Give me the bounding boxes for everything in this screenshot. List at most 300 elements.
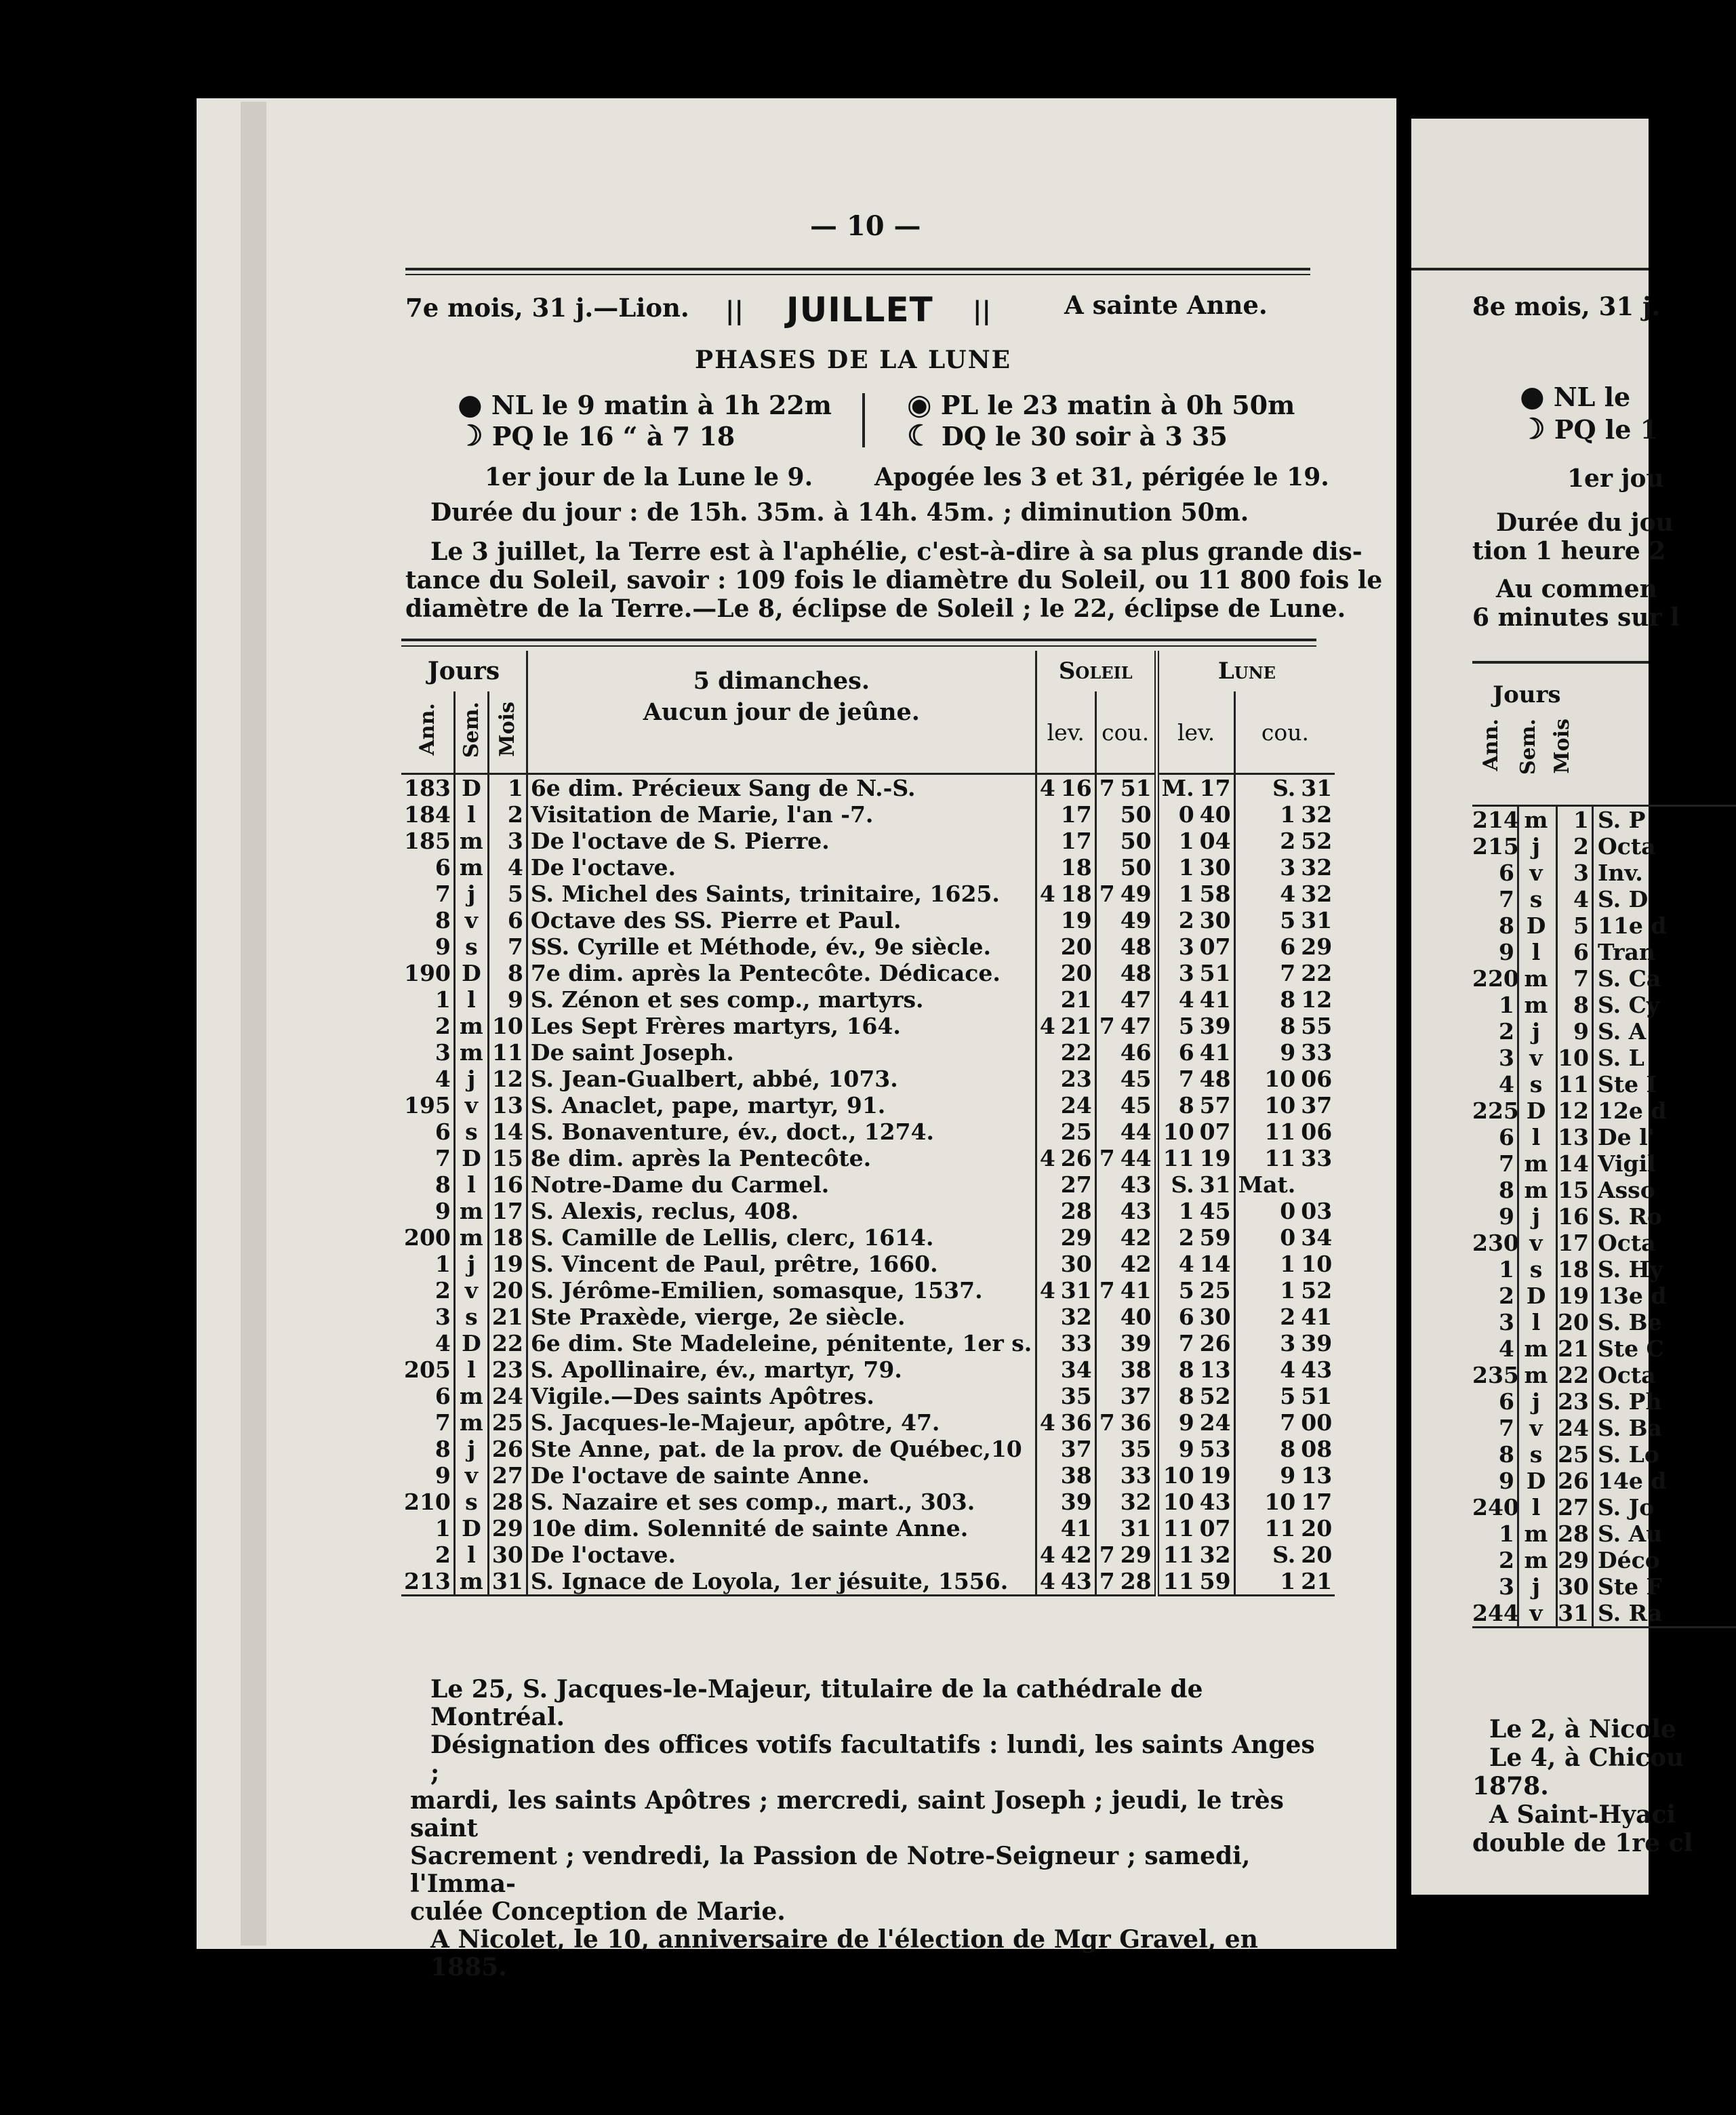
sunset-minute-cell: 49 — [1120, 907, 1152, 933]
sunrise-minute-cell: 43 — [1060, 1568, 1092, 1594]
apogee-note: Apogée les 3 et 31, périgée le 19. — [874, 463, 1329, 491]
moonrise-hour-cell: 1 — [1156, 828, 1197, 854]
ann-cell: 190 — [401, 960, 454, 986]
sunrise-minute-cell: 31 — [1060, 1277, 1092, 1304]
first-quarter-text: PQ le 16 “ à 7 18 — [491, 421, 735, 451]
next-moon-first-day: 1er jou — [1567, 464, 1664, 493]
next-table-row — [1472, 860, 1736, 886]
saint-cell: De l'octave de S. Pierre. — [527, 828, 1036, 854]
ann-cell: 2 — [1472, 1018, 1519, 1045]
sem-label: Sem. — [459, 701, 483, 758]
ann-cell: 8 — [401, 907, 454, 933]
next-table-row — [1472, 1573, 1736, 1600]
table-row — [401, 1409, 1335, 1436]
sunrise-minute-cell: 16 — [1060, 775, 1092, 801]
sem-cell: m — [1519, 1362, 1558, 1388]
next-table-row — [1472, 1177, 1736, 1203]
moonrise-hour-cell: 9 — [1156, 1409, 1197, 1436]
mois-cell: 2 — [1558, 833, 1594, 860]
moonset-hour-cell: 4 — [1234, 1356, 1298, 1383]
next-table-row — [1472, 1071, 1736, 1097]
sundays-note: 5 dimanches. — [693, 667, 870, 695]
next-table-row — [1472, 1150, 1736, 1177]
table-row — [401, 854, 1335, 881]
aphelion-line-1: Le 3 juillet, la Terre est à l'aphélie, c'est-à-dire à sa plus grande dis- — [430, 538, 1362, 566]
sunset-hour-cell — [1095, 986, 1117, 1013]
next-table-row — [1472, 912, 1736, 939]
sem-cell: s — [454, 1119, 488, 1145]
next-table-rows — [1472, 805, 1736, 1628]
page-number: — 10 — — [810, 210, 921, 242]
next-table-row — [1472, 992, 1736, 1018]
sem-cell: m — [454, 1013, 488, 1039]
saint-cell: Ste I — [1598, 1071, 1657, 1097]
sunset-hour-cell: 7 — [1095, 1542, 1117, 1568]
moonset-hour-cell: 4 — [1234, 881, 1298, 907]
mois-cell: 21 — [1558, 1335, 1594, 1362]
moonrise-minute-cell: 57 — [1199, 1092, 1231, 1119]
sem-cell: v — [1519, 1600, 1558, 1626]
moonset-minute-cell: 29 — [1301, 933, 1333, 960]
saint-cell: De l'octave. — [527, 1542, 1036, 1568]
ann-cell: 9 — [401, 1198, 454, 1224]
sunset-hour-cell — [1095, 1251, 1117, 1277]
moonset-minute-cell: 33 — [1301, 1039, 1333, 1066]
saint-cell: 14e d — [1598, 1468, 1667, 1494]
sem-cell: m — [1519, 1547, 1558, 1573]
sem-cell: D — [454, 960, 488, 986]
ann-cell: 7 — [401, 1145, 454, 1171]
mois-cell: 10 — [491, 1013, 523, 1039]
saint-cell: Ste C — [1598, 1335, 1664, 1362]
new-moon-text: NL le 9 matin à 1h 22m — [491, 390, 832, 420]
sem-cell: j — [454, 881, 488, 907]
saint-cell: S. Ignace de Loyola, 1er jésuite, 1556. — [527, 1568, 1036, 1596]
sunrise-hour-cell: 4 — [1036, 1542, 1057, 1568]
moonset-minute-cell: 32 — [1301, 801, 1333, 828]
sunset-minute-cell: 47 — [1120, 986, 1152, 1013]
ann-cell: 6 — [401, 1119, 454, 1145]
moonrise-hour-cell: 11 — [1156, 1515, 1197, 1542]
sem-cell: j — [454, 1066, 488, 1092]
sem-cell: v — [454, 907, 488, 933]
footer-notes — [410, 1676, 1325, 1981]
mois-cell: 29 — [491, 1515, 523, 1542]
sunrise-minute-cell: 27 — [1060, 1171, 1092, 1198]
first-quarter-icon: ☽ — [1520, 412, 1546, 445]
sem-cell: v — [1519, 860, 1558, 886]
phases-title: PHASES DE LA LUNE — [695, 346, 1012, 374]
sunset-minute-cell: 50 — [1120, 801, 1152, 828]
mois-cell: 25 — [491, 1409, 523, 1436]
moonrise-minute-cell: 43 — [1199, 1489, 1231, 1515]
ann-cell: 6 — [1472, 860, 1519, 886]
moonset-hour-cell: 5 — [1234, 907, 1298, 933]
mois-cell: 30 — [1558, 1573, 1594, 1600]
saint-cell: 12e d — [1598, 1097, 1667, 1124]
mois-cell: 15 — [491, 1145, 523, 1171]
moonrise-minute-cell: 07 — [1199, 933, 1231, 960]
last-quarter-text: DQ le 30 soir à 3 35 — [941, 421, 1228, 451]
saint-cell: S. L — [1598, 1045, 1644, 1071]
ann-cell: 9 — [1472, 939, 1519, 965]
ann-cell: 2 — [401, 1013, 454, 1039]
saint-cell: Octave des SS. Pierre et Paul. — [527, 907, 1036, 933]
next-table-row — [1472, 965, 1736, 992]
sunset-hour-cell: 7 — [1095, 1145, 1117, 1171]
moonset-minute-cell: 00 — [1301, 1409, 1333, 1436]
moonset-minute-cell: 52 — [1301, 1277, 1333, 1304]
sem-cell: m — [1519, 807, 1558, 833]
footer-line: culée Conception de Marie. — [410, 1897, 786, 1926]
sem-cell: m — [454, 1224, 488, 1251]
moonrise-hour-cell: 8 — [1156, 1092, 1197, 1119]
mois-cell: 1 — [1558, 807, 1594, 833]
table-row — [401, 1515, 1335, 1542]
saint-cell: De l'octave de sainte Anne. — [527, 1462, 1036, 1489]
ann-cell: 213 — [401, 1568, 454, 1596]
footer-line: Désignation des offices votifs facultatifs : lundi, les saints Anges ; — [430, 1731, 1315, 1787]
next-sem-label: Sem. — [1516, 719, 1540, 775]
sunset-minute-cell: 48 — [1120, 960, 1152, 986]
ann-cell: 3 — [401, 1304, 454, 1330]
mois-cell: 3 — [507, 828, 523, 854]
footer-line: A Nicolet, le 10, anniversaire de l'élection de Mgr Gravel, en 1885. — [430, 1925, 1258, 1981]
next-table-row — [1472, 1283, 1736, 1309]
page-gutter — [241, 102, 266, 1946]
sunrise-hour-cell — [1036, 1251, 1057, 1277]
aphelion-line-3: diamètre de la Terre.—Le 8, éclipse de Soleil ; le 22, éclipse de Lune. — [405, 595, 1346, 623]
sem-cell: D — [1519, 912, 1558, 939]
sunrise-hour-cell — [1036, 1436, 1057, 1462]
moonrise-hour-cell: 4 — [1156, 986, 1197, 1013]
sunset-minute-cell: 38 — [1120, 1356, 1152, 1383]
sunset-minute-cell: 47 — [1120, 1013, 1152, 1039]
sem-cell: v — [1519, 1415, 1558, 1441]
ann-cell: 4 — [1472, 1335, 1519, 1362]
next-table-row — [1472, 1547, 1736, 1573]
moonrise-minute-cell: 25 — [1199, 1277, 1231, 1304]
moonrise-hour-cell: 1 — [1156, 881, 1197, 907]
ann-cell: 9 — [1472, 1468, 1519, 1494]
sunset-hour-cell — [1095, 828, 1117, 854]
sunrise-minute-cell: 42 — [1060, 1542, 1092, 1568]
ann-cell: 7 — [401, 1409, 454, 1436]
saint-cell: De saint Joseph. — [527, 1039, 1036, 1066]
moonrise-minute-cell: 48 — [1199, 1066, 1231, 1092]
sunset-hour-cell — [1095, 960, 1117, 986]
moonrise-minute-cell: 59 — [1199, 1568, 1231, 1594]
soleil-cou-header: cou. — [1095, 691, 1156, 774]
moonrise-hour-cell: M. — [1156, 774, 1197, 802]
next-mois-label: Mois — [1550, 719, 1574, 774]
moon-first-day: 1er jour de la Lune le 9. — [485, 463, 813, 491]
ann-cell: 1 — [401, 1515, 454, 1542]
sunrise-hour-cell — [1036, 1171, 1057, 1198]
sunrise-hour-cell: 4 — [1036, 774, 1057, 802]
saint-cell: 11e d — [1598, 912, 1667, 939]
sunset-minute-cell: 43 — [1120, 1171, 1152, 1198]
saint-cell: S. Nazaire et ses comp., mart., 303. — [527, 1489, 1036, 1515]
mois-cell: 14 — [1558, 1150, 1594, 1177]
moonrise-hour-cell: 1 — [1156, 1198, 1197, 1224]
moonrise-minute-cell: 24 — [1199, 1409, 1231, 1436]
ann-cell: 7 — [1472, 1150, 1519, 1177]
sunrise-hour-cell: 4 — [1036, 1277, 1057, 1304]
saint-cell: S. Apollinaire, év., martyr, 79. — [527, 1356, 1036, 1383]
lune-header: Lune — [1156, 651, 1335, 691]
sem-cell: m — [1519, 1177, 1558, 1203]
saint-cell: S. Vincent de Paul, prêtre, 1660. — [527, 1251, 1036, 1277]
next-duration-3: Au commen — [1496, 575, 1657, 603]
full-moon-icon: ◉ — [907, 388, 932, 421]
new-moon-icon: ● — [458, 388, 483, 421]
next-table-row — [1472, 939, 1736, 965]
sunset-minute-cell: 50 — [1120, 854, 1152, 881]
sunset-hour-cell — [1095, 1198, 1117, 1224]
mois-cell: 13 — [491, 1092, 523, 1119]
next-footer-5: double de 1re cl — [1472, 1829, 1693, 1857]
mois-cell: 19 — [491, 1251, 523, 1277]
sunrise-hour-cell — [1036, 960, 1057, 986]
sunset-minute-cell: 49 — [1120, 881, 1152, 907]
new-moon-icon: ● — [1520, 380, 1545, 413]
moonset-hour-cell: 10 — [1234, 1092, 1298, 1119]
moonset-minute-cell: 31 — [1301, 907, 1333, 933]
table-row — [401, 828, 1335, 854]
ann-cell: 8 — [1472, 912, 1519, 939]
moonset-hour-cell: 11 — [1234, 1515, 1298, 1542]
table-row — [401, 907, 1335, 933]
next-new-moon-text: NL le — [1553, 382, 1631, 412]
mois-cell: 31 — [1558, 1600, 1594, 1626]
table-row — [401, 881, 1335, 907]
sunset-hour-cell — [1095, 1224, 1117, 1251]
moonrise-hour-cell: S. — [1156, 1171, 1197, 1198]
ann-cell: 7 — [1472, 1415, 1519, 1441]
moonset-hour-cell: Mat. — [1234, 1171, 1298, 1198]
mois-cell: 7 — [1558, 965, 1594, 992]
saint-cell: Vigil — [1598, 1150, 1656, 1177]
mois-cell: 9 — [507, 986, 523, 1013]
sunrise-minute-cell: 35 — [1060, 1383, 1092, 1409]
saint-cell: S. Michel des Saints, trinitaire, 1625. — [527, 881, 1036, 907]
phase-divider — [862, 393, 865, 447]
next-table-rule — [1472, 661, 1649, 664]
mois-cell: 11 — [491, 1039, 523, 1066]
sunrise-hour-cell — [1036, 854, 1057, 881]
table-row — [401, 1356, 1335, 1383]
sunrise-minute-cell: 41 — [1060, 1515, 1092, 1542]
sunset-hour-cell — [1095, 1330, 1117, 1356]
sunrise-minute-cell: 37 — [1060, 1436, 1092, 1462]
moonset-minute-cell — [1298, 1171, 1335, 1198]
next-table-row — [1472, 1388, 1736, 1415]
mois-cell: 24 — [1558, 1415, 1594, 1441]
footer-line: Sacrement ; vendredi, la Passion de Notre-Seigneur ; samedi, l'Imma- — [410, 1842, 1251, 1898]
sunrise-minute-cell: 18 — [1060, 881, 1092, 907]
next-table-row — [1472, 1124, 1736, 1150]
sunrise-minute-cell: 20 — [1060, 933, 1092, 960]
mois-cell: 8 — [1558, 992, 1594, 1018]
sunset-hour-cell — [1095, 1383, 1117, 1409]
moonset-minute-cell: 33 — [1301, 1145, 1333, 1171]
sunrise-minute-cell: 19 — [1060, 907, 1092, 933]
sunset-minute-cell: 46 — [1120, 1039, 1152, 1066]
mois-cell: 5 — [507, 881, 523, 907]
table-row — [401, 933, 1335, 960]
mois-cell: 12 — [491, 1066, 523, 1092]
table-row — [401, 1145, 1335, 1171]
moonset-hour-cell: 10 — [1234, 1066, 1298, 1092]
saint-cell: 13e d — [1598, 1283, 1667, 1309]
mois-cell: 28 — [491, 1489, 523, 1515]
moonset-minute-cell: 31 — [1301, 775, 1333, 801]
sem-cell: s — [1519, 1441, 1558, 1468]
sunrise-hour-cell: 4 — [1036, 1568, 1057, 1596]
saint-cell: S. Alexis, reclus, 408. — [527, 1198, 1036, 1224]
sunset-minute-cell: 51 — [1120, 775, 1152, 801]
moonrise-minute-cell: 30 — [1199, 907, 1231, 933]
moonrise-minute-cell: 40 — [1199, 801, 1231, 828]
moonrise-minute-cell: 07 — [1199, 1119, 1231, 1145]
moonset-hour-cell: 7 — [1234, 960, 1298, 986]
sunrise-hour-cell: 4 — [1036, 1409, 1057, 1436]
ann-cell: 3 — [1472, 1309, 1519, 1335]
table-row — [401, 801, 1335, 828]
mois-cell: 24 — [491, 1383, 523, 1409]
moonset-hour-cell: 3 — [1234, 1330, 1298, 1356]
ann-cell: 3 — [1472, 1573, 1519, 1600]
sunrise-minute-cell: 32 — [1060, 1304, 1092, 1330]
moonrise-minute-cell: 19 — [1199, 1462, 1231, 1489]
moonrise-hour-cell: 11 — [1156, 1542, 1197, 1568]
sunrise-minute-cell: 33 — [1060, 1330, 1092, 1356]
moonset-minute-cell: 51 — [1301, 1383, 1333, 1409]
sunset-hour-cell: 7 — [1095, 1409, 1117, 1436]
saint-cell: Les Sept Frères martyrs, 164. — [527, 1013, 1036, 1039]
mois-cell: 20 — [491, 1277, 523, 1304]
next-table-row — [1472, 807, 1736, 833]
moonset-minute-cell: 10 — [1301, 1251, 1333, 1277]
ann-cell: 220 — [1472, 965, 1519, 992]
lune-lev-header: lev. — [1156, 691, 1234, 774]
saint-cell: Octa — [1598, 1230, 1656, 1256]
sem-cell: s — [454, 933, 488, 960]
sem-cell: m — [454, 1039, 488, 1066]
sem-cell: m — [454, 1568, 488, 1596]
next-table-row — [1472, 1045, 1736, 1071]
sem-cell: l — [1519, 1124, 1558, 1150]
sem-cell: s — [1519, 1071, 1558, 1097]
sunset-minute-cell: 45 — [1120, 1066, 1152, 1092]
next-duration-2: tion 1 heure 2 — [1472, 537, 1666, 565]
saint-cell: S. Au — [1598, 1520, 1663, 1547]
sem-cell: D — [454, 1330, 488, 1356]
moonrise-minute-cell: 59 — [1199, 1224, 1231, 1251]
saint-cell: Tran — [1598, 939, 1655, 965]
sunrise-hour-cell — [1036, 801, 1057, 828]
moonrise-hour-cell: 7 — [1156, 1066, 1197, 1092]
saint-cell: S. Ph — [1598, 1388, 1662, 1415]
sunset-hour-cell — [1095, 1066, 1117, 1092]
saint-cell: S. Zénon et ses comp., martyrs. — [527, 986, 1036, 1013]
mois-cell: 1 — [507, 775, 523, 801]
sem-cell: m — [1519, 1150, 1558, 1177]
saint-cell: 8e dim. après la Pentecôte. — [527, 1145, 1036, 1171]
sunset-hour-cell — [1095, 1092, 1117, 1119]
sunrise-minute-cell: 20 — [1060, 960, 1092, 986]
moonrise-hour-cell: 3 — [1156, 960, 1197, 986]
mois-cell: 6 — [1558, 939, 1594, 965]
next-footer-3: 1878. — [1472, 1772, 1549, 1800]
moonset-hour-cell: 3 — [1234, 854, 1298, 881]
ann-cell: 244 — [1472, 1600, 1519, 1626]
moonrise-minute-cell: 17 — [1199, 775, 1231, 801]
sunrise-hour-cell — [1036, 828, 1057, 854]
mois-cell: 17 — [491, 1198, 523, 1224]
ann-cell: 2 — [1472, 1547, 1519, 1573]
table-row — [401, 1330, 1335, 1356]
sunrise-hour-cell — [1036, 1489, 1057, 1515]
mois-cell: 18 — [491, 1224, 523, 1251]
month-dedication: A sainte Anne. — [1064, 290, 1268, 320]
mois-header — [488, 691, 527, 774]
next-table-row — [1472, 1520, 1736, 1547]
next-duration-1: Durée du jou — [1496, 508, 1674, 537]
next-table-row — [1472, 1494, 1736, 1520]
next-footer-1: Le 2, à Nicole — [1489, 1715, 1676, 1744]
sunset-minute-cell: 44 — [1120, 1119, 1152, 1145]
next-footer-4: A Saint-Hyaci — [1489, 1800, 1676, 1829]
moonset-hour-cell: 7 — [1234, 1409, 1298, 1436]
moonset-hour-cell: 1 — [1234, 801, 1298, 828]
moonrise-hour-cell: 0 — [1156, 801, 1197, 828]
moonset-minute-cell: 20 — [1301, 1542, 1333, 1568]
sem-cell: j — [1519, 1203, 1558, 1230]
sunrise-minute-cell: 29 — [1060, 1224, 1092, 1251]
moonrise-hour-cell: 11 — [1156, 1145, 1197, 1171]
mois-cell: 9 — [1558, 1018, 1594, 1045]
ann-cell: 8 — [401, 1436, 454, 1462]
footer-line: mardi, les saints Apôtres ; mercredi, saint Joseph ; jeudi, le très saint — [410, 1786, 1284, 1842]
ann-cell: 8 — [1472, 1177, 1519, 1203]
calendar-body — [401, 774, 1335, 1596]
ann-cell: 235 — [1472, 1362, 1519, 1388]
month-title: JUILLET — [786, 290, 933, 329]
sem-cell: m — [1519, 965, 1558, 992]
sunset-minute-cell: 42 — [1120, 1224, 1152, 1251]
moonset-hour-cell: 9 — [1234, 1039, 1298, 1066]
saint-cell: S. Jean-Gualbert, abbé, 1073. — [527, 1066, 1036, 1092]
next-table-row — [1472, 1468, 1736, 1494]
moonrise-hour-cell: 6 — [1156, 1039, 1197, 1066]
mois-cell: 30 — [491, 1542, 523, 1568]
saint-cell: S. Bonaventure, év., doct., 1274. — [527, 1119, 1036, 1145]
moonset-minute-cell: 37 — [1301, 1092, 1333, 1119]
next-table-row — [1472, 1335, 1736, 1362]
moonset-hour-cell: 1 — [1234, 1568, 1298, 1596]
next-table-row — [1472, 1230, 1736, 1256]
sem-cell: D — [454, 1515, 488, 1542]
saint-cell: S. Be — [1598, 1309, 1662, 1335]
sunrise-hour-cell — [1036, 986, 1057, 1013]
next-page-fragment — [1411, 119, 1693, 1895]
moonrise-minute-cell: 39 — [1199, 1013, 1231, 1039]
mois-cell: 20 — [1558, 1309, 1594, 1335]
saint-cell: SS. Cyrille et Méthode, év., 9e siècle. — [527, 933, 1036, 960]
moonrise-hour-cell: 10 — [1156, 1119, 1197, 1145]
